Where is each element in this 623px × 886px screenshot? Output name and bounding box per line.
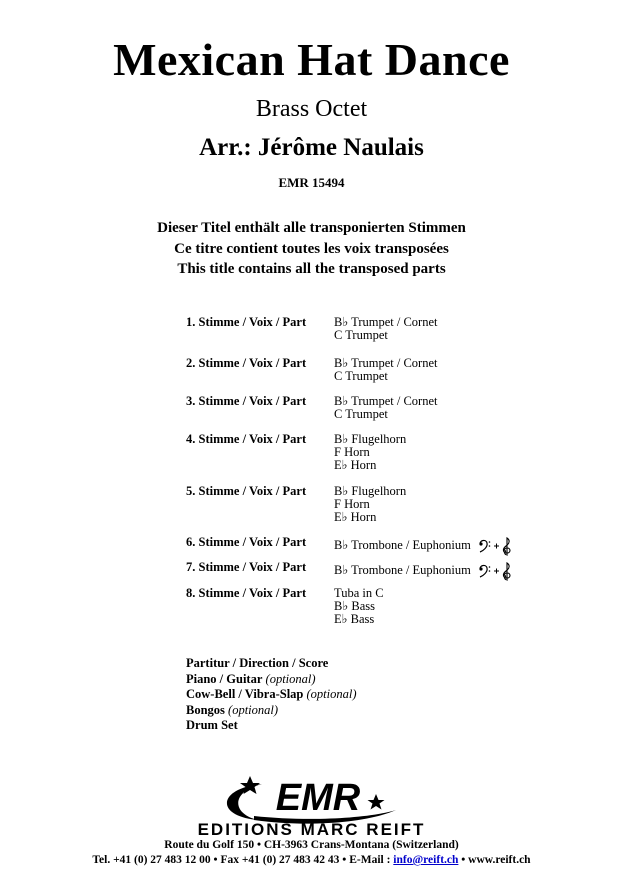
part-label: 8. Stimme / Voix / Part — [186, 586, 307, 600]
part-instruments — [334, 485, 406, 524]
part-label: 2. Stimme / Voix / Part — [186, 356, 307, 370]
instrument: F Horn — [334, 497, 370, 511]
part-label: 1. Stimme / Voix / Part — [186, 315, 307, 329]
instrument: Tuba in C — [334, 586, 384, 600]
email-link[interactable]: info@reift.ch — [393, 854, 459, 866]
bass-plus-treble-clef-icon — [477, 561, 517, 581]
part-label: 7. Stimme / Voix / Part — [186, 560, 307, 574]
catalog-number: EMR 15494 — [278, 175, 345, 190]
subtitle: Brass Octet — [255, 96, 368, 122]
instrument: B♭ Trumpet / Cornet — [334, 356, 438, 370]
part-instruments — [334, 433, 406, 472]
extra-item: Cow-Bell / Vibra-Slap (optional) — [186, 687, 357, 701]
instrument: B♭ Trombone / Euphonium — [334, 562, 471, 577]
part-label: 4. Stimme / Voix / Part — [186, 432, 307, 446]
part-instruments — [334, 536, 517, 552]
part-label: 5. Stimme / Voix / Part — [186, 484, 307, 498]
part-instruments — [334, 357, 437, 383]
website[interactable]: • www.reift.ch — [461, 854, 531, 866]
publisher-name: EDITIONS MARC REIFT — [197, 820, 426, 839]
instrument: E♭ Horn — [334, 458, 377, 472]
instrument: C Trumpet — [334, 407, 388, 421]
instrument: C Trumpet — [334, 369, 388, 383]
star-icon — [368, 794, 385, 810]
extra-item: Partitur / Direction / Score — [186, 656, 329, 670]
part-instruments — [334, 561, 517, 577]
instrument: B♭ Trombone / Euphonium — [334, 537, 471, 552]
page-title: Mexican Hat Dance — [113, 34, 510, 85]
instrument: E♭ Bass — [334, 612, 375, 626]
publisher-contact — [0, 853, 623, 867]
instrument: B♭ Flugelhorn — [334, 484, 407, 498]
notice-english: This title contains all the transposed parts — [177, 261, 446, 277]
extra-item: Piano / Guitar (optional) — [186, 671, 316, 686]
logo-swoosh — [227, 784, 262, 820]
transposed-parts-notice — [0, 218, 623, 280]
additional-parts — [186, 656, 357, 734]
notice-french: Ce titre contient toutes les voix transposées — [174, 240, 449, 257]
instrument: F Horn — [334, 445, 370, 459]
instrument: E♭ Horn — [334, 510, 377, 524]
arranger: Arr.: Jérôme Naulais — [199, 134, 424, 161]
instrument: B♭ Flugelhorn — [334, 432, 407, 446]
part-label: 6. Stimme / Voix / Part — [186, 535, 307, 549]
part-label: 3. Stimme / Voix / Part — [186, 394, 307, 408]
notice-german: Dieser Titel enthält alle transponierten Stimmen — [157, 220, 466, 236]
part-instruments — [334, 316, 437, 342]
tel-fax: Tel. +41 (0) 27 483 12 00 • Fax +41 (0) 27 483 42 43 • E-Mail : — [92, 854, 391, 866]
publisher-address: Route du Golf 150 • CH-3963 Crans-Montana (Switzerland) — [164, 839, 459, 851]
extra-item: Bongos (optional) — [186, 702, 279, 717]
part-instruments — [334, 587, 384, 626]
instrument: C Trumpet — [334, 328, 388, 342]
instrument: B♭ Bass — [334, 599, 375, 613]
logo-text: EMR — [275, 777, 361, 819]
instrument: B♭ Trumpet / Cornet — [334, 315, 438, 329]
instrument: B♭ Trumpet / Cornet — [334, 394, 438, 408]
bass-plus-treble-clef-icon — [477, 536, 517, 556]
part-instruments — [334, 395, 437, 421]
extra-item: Drum Set — [186, 718, 238, 732]
